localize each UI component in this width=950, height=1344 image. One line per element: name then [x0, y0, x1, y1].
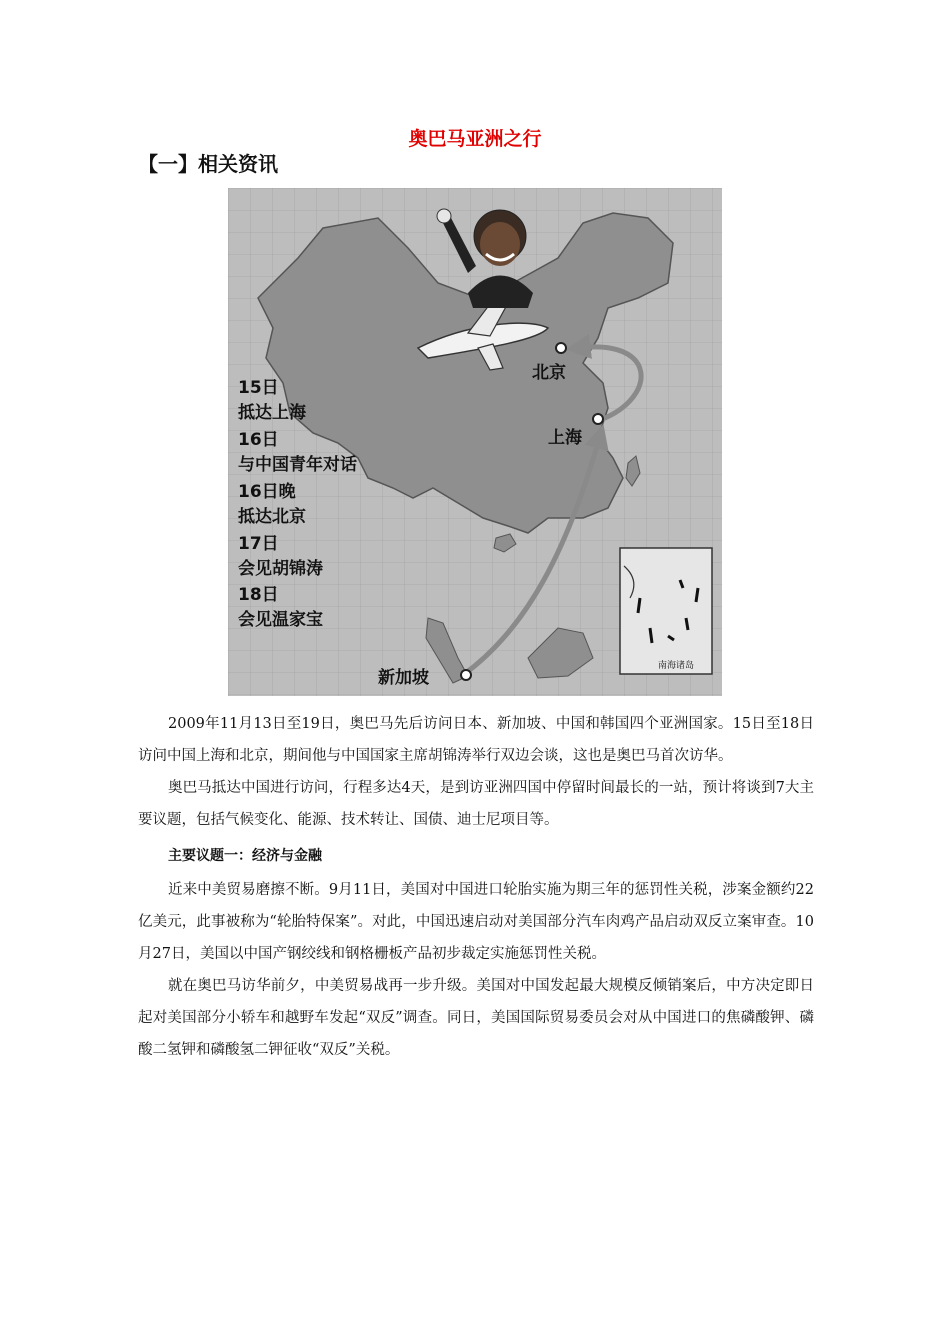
south-china-sea-inset — [620, 548, 712, 674]
itinerary-line: 15日 — [238, 378, 279, 398]
singapore-marker — [461, 670, 471, 680]
itinerary-line: 会见胡锦涛 — [238, 559, 323, 579]
itinerary-line: 抵达北京 — [238, 507, 306, 527]
beijing-marker — [556, 343, 566, 353]
itinerary-line: 16日晚 — [238, 482, 296, 502]
page-title: 奥巴马亚洲之行 — [408, 128, 542, 150]
itinerary-map — [228, 188, 722, 696]
shanghai-marker — [593, 414, 603, 424]
beijing-label: 北京 — [532, 363, 566, 383]
paragraph: 2009年11月13日至19日，奥巴马先后访问日本、新加坡、中国和韩国四个亚洲国家。15日至18日访问中国上海和北京，期间他与中国国家主席胡锦涛举行双边会谈，这也是奥巴马首次访华。 — [138, 716, 814, 764]
itinerary-line: 会见温家宝 — [238, 610, 323, 630]
itinerary-line: 17日 — [238, 534, 279, 554]
itinerary-line: 16日 — [238, 430, 279, 450]
inset-label: 南海诸岛 — [658, 661, 695, 671]
subheading: 主要议题一：经济与金融 — [168, 848, 322, 864]
itinerary-line: 抵达上海 — [238, 403, 306, 423]
shanghai-label: 上海 — [548, 428, 582, 448]
itinerary-line: 18日 — [238, 585, 279, 605]
itinerary-line: 与中国青年对话 — [238, 455, 357, 475]
paragraph: 奥巴马抵达中国进行访问，行程多达4天，是到访亚洲四国中停留时间最长的一站，预计将谈到7大主要议题，包括气候变化、能源、技术转让、国债、迪士尼项目等。 — [138, 780, 814, 828]
paragraph: 近来中美贸易磨擦不断。9月11日，美国对中国进口轮胎实施为期三年的惩罚性关税，涉案金额约22亿美元，此事被称为“轮胎特保案”。对此，中国迅速启动对美国部分汽车肉鸡产品启动双反立案审查。10月27日，美国以中国产钢绞线和钢格栅板产品初步裁定实施惩罚性关税。 — [138, 882, 814, 962]
body-text — [138, 708, 814, 1066]
paragraph: 就在奥巴马访华前夕，中美贸易战再一步升级。美国对中国发起最大规模反倾销案后，中方决定即日起对美国部分小轿车和越野车发起“双反”调查。同日，美国国际贸易委员会对从中国进口的焦磷酸钾、磷酸二氢钾和磷酸氢二钾征收“双反”关税。 — [138, 978, 814, 1058]
section-heading: 【一】相关资讯 — [138, 152, 278, 176]
singapore-label: 新加坡 — [378, 668, 429, 688]
